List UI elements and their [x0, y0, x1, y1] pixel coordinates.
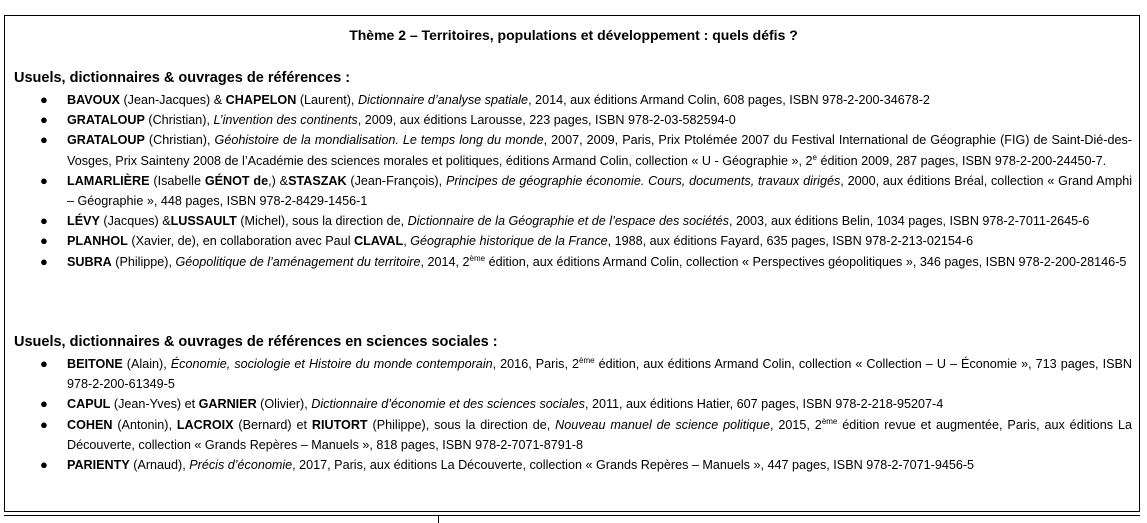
reference-text: (Jean-Jacques) & [119, 93, 226, 107]
reference-work-title: Géographie historique de la France [410, 234, 608, 249]
table-border-line [4, 515, 1140, 516]
reference-author: LÉVY [67, 214, 100, 229]
reference-text: (Isabelle [149, 173, 205, 188]
reference-author: CLAVAL [354, 234, 404, 249]
reference-item [40, 211, 1132, 231]
reference-text: (Laurent), [296, 93, 358, 107]
reference-text: (Christian), [144, 113, 214, 128]
reference-text: , [403, 234, 411, 249]
reference-author: RIUTORT [311, 417, 368, 432]
reference-text: édition 2009, 287 pages, ISBN 978-2-200-24450-7. [817, 153, 1107, 168]
reference-text: , 1988, aux éditions Fayard, 635 pages, ISBN 978-2-213-02154-6 [607, 234, 974, 249]
bullet-icon: ● [40, 356, 48, 371]
reference-superscript: ème [821, 416, 838, 426]
reference-text: , 2000, aux éditions Bréal, collection « Grand Amphi – Géographie », 448 pages, ISBN 978-2-8429-1456-1 [67, 173, 1132, 209]
reference-work-title: Nouveau manuel de science politique [555, 417, 771, 432]
reference-author: BAVOUX [67, 93, 120, 107]
reference-text: , 2011, aux éditions Hatier, 607 pages, ISBN 978-2-218-95207-4 [584, 397, 944, 412]
bullet-icon: ● [40, 233, 48, 249]
reference-author: GRATALOUP [67, 113, 145, 128]
section-heading-social-sciences: Usuels, dictionnaires & ouvrages de références en sciences sociales : [14, 334, 498, 350]
reference-list-social-sciences [0, 354, 1147, 475]
reference-text: , 2014, 2 [420, 254, 470, 269]
reference-author: LACROIX [176, 417, 234, 432]
reference-item [40, 394, 1132, 414]
reference-text: (Jacques) & [99, 214, 171, 229]
reference-text: , 2009, aux éditions Larousse, 223 pages, ISBN 978-2-03-582594-0 [357, 113, 736, 128]
bullet-icon: ● [40, 213, 48, 229]
reference-author: GARNIER [198, 397, 257, 412]
reference-item [40, 90, 1132, 110]
reference-item [40, 231, 1132, 251]
reference-item [40, 415, 1132, 455]
reference-text: (Jean-François), [346, 173, 446, 188]
reference-superscript: e [812, 152, 817, 162]
reference-author: COHEN [67, 417, 113, 432]
reference-text: (Bernard) et [233, 417, 312, 432]
bullet-icon: ● [40, 172, 48, 188]
bullet-icon: ● [40, 416, 48, 432]
reference-text: ,) & [268, 173, 289, 188]
reference-item [40, 130, 1132, 170]
reference-text: , 2007, 2009, Paris, Prix Ptolémée 2007 du Festival International de Géographie (FIG) de Saint-Dié-des-Vosges, Prix Sainteny 2008 de l’Académie des sciences morales et politiques, éditions Armand Colin, collection « U - Géographie », 2 [67, 133, 1132, 168]
reference-text: édition revue et augmentée, Paris, aux éditions La Découverte, collection « Grands Repères – Manuels », 818 pages, ISBN 978-2-7071-8791-8 [67, 417, 1132, 452]
reference-author: GRATALOUP [67, 133, 145, 148]
reference-text: (Jean-Yves) et [110, 397, 199, 412]
reference-work-title: Géopolitique de l’aménagement du territoire [175, 254, 421, 269]
reference-work-title: Dictionnaire d’analyse spatiale [357, 93, 529, 107]
reference-text: édition, aux éditions Armand Colin, collection « Collection – U – Économie », 713 pages, ISBN 978-2-200-61349-5 [67, 357, 1132, 392]
reference-work-title: L’invention des continents [213, 113, 358, 128]
reference-author: PLANHOL [67, 234, 128, 249]
reference-work-title: Dictionnaire d’économie et des sciences sociales [311, 397, 585, 412]
bullet-icon: ● [40, 112, 48, 128]
bullet-icon: ● [40, 457, 48, 473]
bullet-icon: ● [40, 396, 48, 412]
reference-work-title: Économie, sociologie et Histoire du monde contemporain [170, 357, 493, 371]
reference-item [40, 455, 1132, 475]
reference-author: STASZAK [288, 173, 347, 188]
section-heading-references: Usuels, dictionnaires & ouvrages de références : [14, 70, 351, 86]
reference-text: (Philippe), sous la direction de, [367, 417, 556, 432]
reference-work-title: Principes de géographie économie. Cours, documents, travaux dirigés [445, 173, 841, 188]
reference-text: , 2014, aux éditions Armand Colin, 608 pages, ISBN 978-2-200-34678-2 [528, 93, 930, 107]
reference-author: CAPUL [67, 397, 111, 412]
page-title: Thème 2 – Territoires, populations et développement : quels défis ? [349, 27, 798, 43]
reference-text: , 2016, Paris, 2 [492, 357, 579, 371]
reference-text: (Christian), [144, 133, 215, 148]
reference-superscript: ème [469, 253, 486, 263]
reference-text: édition, aux éditions Armand Colin, collection « Perspectives géopolitiques », 346 pages, ISBN 978-2-200-28146-5 [485, 254, 1127, 269]
reference-text: (Arnaud), [129, 458, 190, 473]
reference-text: (Xavier, de), en collaboration avec Paul [127, 234, 354, 249]
bullet-icon: ● [40, 92, 48, 107]
reference-text: , 2017, Paris, aux éditions La Découverte, collection « Grands Repères – Manuels », 447 pages, ISBN 978-2-7071-9456-5 [292, 458, 975, 473]
reference-author: CHAPELON [225, 93, 297, 107]
reference-superscript: ème [579, 355, 595, 365]
reference-item [40, 171, 1132, 211]
reference-item [40, 110, 1132, 130]
reference-work-title: Précis d’économie [189, 458, 293, 473]
reference-text: (Olivier), [256, 397, 312, 412]
reference-text: (Michel), sous la direction de, [236, 214, 408, 229]
table-cell-divider [438, 515, 439, 523]
reference-text: , 2003, aux éditions Belin, 1034 pages, ISBN 978-2-7011-2645-6 [728, 214, 1090, 229]
reference-item [40, 354, 1132, 394]
reference-author: LUSSAULT [170, 214, 237, 229]
reference-text: , 2015, 2 [770, 417, 822, 432]
reference-item [40, 252, 1132, 272]
reference-text: (Alain), [122, 357, 171, 371]
reference-text: (Antonin), [112, 417, 177, 432]
reference-author: BEITONE [67, 357, 123, 371]
reference-text: (Philippe), [111, 254, 176, 269]
bullet-icon: ● [40, 132, 48, 148]
reference-author: GÉNOT de [204, 173, 269, 188]
reference-work-title: Dictionnaire de la Géographie et de l’espace des sociétés [407, 214, 729, 229]
reference-author: LAMARLIÈRE [67, 173, 150, 188]
reference-author: SUBRA [67, 254, 112, 269]
reference-author: PARIENTY [67, 458, 130, 473]
reference-work-title: Géohistoire de la mondialisation. Le temps long du monde [214, 133, 544, 148]
reference-list-geography [0, 90, 1147, 272]
bullet-icon: ● [40, 253, 48, 269]
